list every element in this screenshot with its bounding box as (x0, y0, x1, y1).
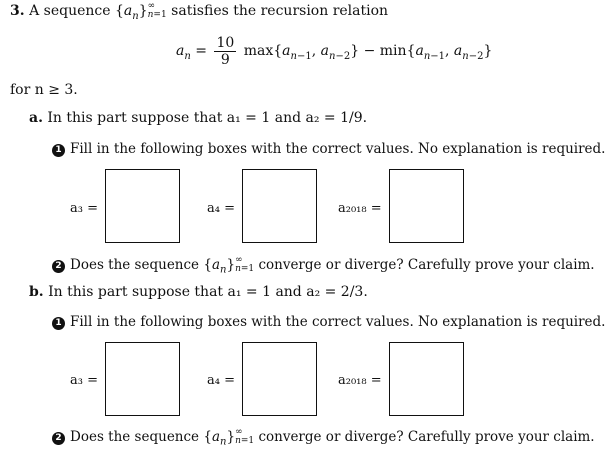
part-a-question-pre: Does the sequence (70, 257, 200, 273)
part-a-text: In this part suppose that a₁ = 1 and a₂ = 1/9. (47, 110, 368, 126)
formula-max-term: $\max\{a_{n-1}$, $a_{n-2}$} (243, 43, 360, 62)
part-a-question-post: converge or diverge? Carefully prove your claim. (258, 257, 595, 273)
intro-pre: A sequence (29, 3, 111, 19)
part-b-question (52, 428, 595, 446)
part-a-question (52, 256, 595, 274)
part-a-statement (29, 110, 367, 126)
problem-number: 3. (10, 3, 25, 19)
sequence-symbol: $\{a_n\}$ ∞ n=1 (203, 427, 255, 448)
part-a-a2018-answer-box[interactable] (389, 169, 464, 243)
for-n-condition: for n ≥ 3. (10, 82, 78, 98)
part-b-fill-text: Fill in the following boxes with the correct values. No explanation is required. (70, 314, 606, 330)
part-a-fill-text: Fill in the following boxes with the correct values. No explanation is required. (70, 141, 606, 157)
sequence-symbol: $\{a_n\}$ ∞ n=1 (114, 1, 167, 22)
formula-lhs: a (176, 43, 185, 59)
part-b-fill-instruction (52, 314, 605, 330)
part-a-a4-label: a₄ = (207, 201, 235, 216)
part-b-a2018-answer-box[interactable] (389, 342, 464, 416)
part-a-a3-label: a₃ = (70, 201, 98, 216)
part-b-a2018-label: a₂₀₁₈ = (338, 373, 382, 388)
part-b-question-post: converge or diverge? Carefully prove your claim. (258, 429, 595, 445)
intro-post: satisfies the recursion relation (171, 3, 389, 19)
part-b-a4-answer-box[interactable] (242, 342, 317, 416)
part-b-a3-label: a₃ = (70, 373, 98, 388)
part-b-label: b. (29, 284, 44, 300)
formula-min-term: $\min\{a_{n-1}$, $a_{n-2}$} (379, 43, 493, 62)
sequence-symbol: $\{a_n\}$ ∞ n=1 (203, 255, 255, 276)
part-b-question-pre: Does the sequence (70, 429, 200, 445)
recursion-formula: $a_n$ = $\frac{10}{9}$ $\max\{a_{n-1}$, $a_{n-2}\} - \min\{a_{n-1}$, $a_{n-2}$} (176, 34, 493, 68)
part-b-statement (29, 284, 368, 300)
step-1-badge: 1 (52, 144, 65, 157)
step-1-badge: 1 (52, 317, 65, 330)
part-a-a4-answer-box[interactable] (242, 169, 317, 243)
formula-denominator: 9 (220, 51, 230, 68)
step-2-badge: 2 (52, 432, 65, 445)
formula-fraction (214, 35, 236, 68)
part-a-fill-instruction (52, 141, 605, 157)
part-a-a2018-label: a₂₀₁₈ = (338, 201, 382, 216)
part-b-a4-label: a₄ = (207, 373, 235, 388)
part-a-a3-answer-box[interactable] (105, 169, 180, 243)
part-b-a3-answer-box[interactable] (105, 342, 180, 416)
step-2-badge: 2 (52, 260, 65, 273)
formula-numerator: 10 (216, 34, 235, 51)
problem-statement (10, 2, 388, 20)
part-b-text: In this part suppose that a₁ = 1 and a₂ = 2/3. (48, 284, 368, 300)
part-a-label: a. (29, 110, 43, 126)
